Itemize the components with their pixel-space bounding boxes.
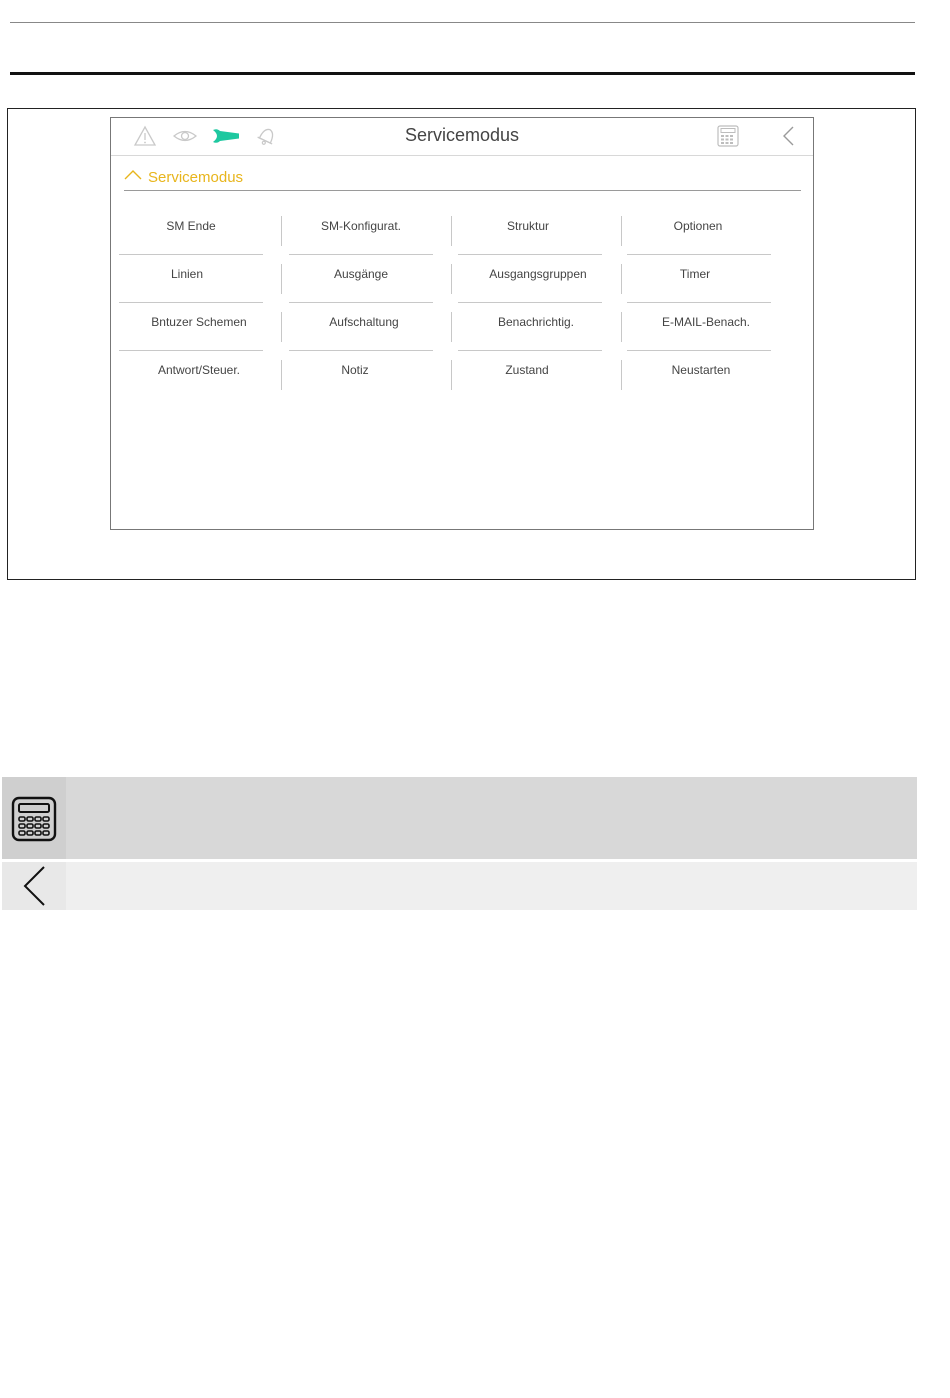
grid-divider xyxy=(281,360,282,390)
menu-item-sm-konfigurat[interactable]: SM-Konfigurat. xyxy=(320,219,402,233)
menu-item-antwort-steuer[interactable]: Antwort/Steuer. xyxy=(157,363,241,377)
grid-divider xyxy=(289,302,433,303)
menu-item-neustarten[interactable]: Neustarten xyxy=(671,363,731,377)
grid-divider xyxy=(281,312,282,342)
grid-divider xyxy=(458,254,602,255)
legend-icon-cell xyxy=(2,777,66,859)
menu-item-zustand[interactable]: Zustand xyxy=(505,363,549,377)
menu-item-bntuzer-schemen[interactable]: Bntuzer Schemen xyxy=(151,315,247,329)
menu-item-aufschaltung[interactable]: Aufschaltung xyxy=(329,315,399,329)
legend-row-back xyxy=(2,862,917,910)
grid-divider xyxy=(119,254,263,255)
grid-divider xyxy=(627,350,771,351)
grid-divider xyxy=(621,216,622,246)
eye-icon[interactable] xyxy=(173,125,197,147)
menu-item-linien[interactable]: Linien xyxy=(170,267,204,281)
grid-divider xyxy=(627,254,771,255)
back-icon[interactable] xyxy=(777,125,801,147)
grid-divider xyxy=(289,350,433,351)
bell-icon[interactable] xyxy=(255,125,279,147)
section-header[interactable] xyxy=(124,166,801,191)
grid-divider xyxy=(451,360,452,390)
grid-divider xyxy=(281,216,282,246)
menu-item-ausgaenge[interactable]: Ausgänge xyxy=(333,267,389,281)
grid-divider xyxy=(451,312,452,342)
grid-divider xyxy=(458,302,602,303)
chevron-up-icon[interactable] xyxy=(124,169,142,181)
grid-divider xyxy=(281,264,282,294)
screen-title: Servicemodus xyxy=(404,125,520,145)
back-icon xyxy=(20,864,50,908)
menu-item-sm-ende[interactable]: SM Ende xyxy=(166,219,216,233)
calculator-icon[interactable] xyxy=(716,125,740,147)
grid-divider xyxy=(451,216,452,246)
grid-divider xyxy=(289,254,433,255)
menu-item-timer[interactable]: Timer xyxy=(679,267,711,281)
menu-item-struktur[interactable]: Struktur xyxy=(506,219,549,233)
warning-icon[interactable] xyxy=(133,125,157,147)
grid-divider xyxy=(119,302,263,303)
grid-divider xyxy=(627,302,771,303)
grid-divider xyxy=(119,350,263,351)
menu-item-notiz[interactable]: Notiz xyxy=(341,363,369,377)
legend-row-calculator xyxy=(2,777,917,859)
header-rule-thick xyxy=(10,72,915,75)
calculator-icon xyxy=(11,796,57,842)
menu-item-optionen[interactable]: Optionen xyxy=(673,219,723,233)
menu-item-email-benach[interactable]: E-MAIL-Benach. xyxy=(661,315,751,329)
grid-divider xyxy=(621,312,622,342)
grid-divider xyxy=(458,350,602,351)
header-rule xyxy=(10,22,915,23)
section-label: Servicemodus xyxy=(148,169,244,186)
menu-item-benachrichtig[interactable]: Benachrichtig. xyxy=(497,315,575,329)
menu-item-ausgangsgruppen[interactable]: Ausgangsgruppen xyxy=(489,267,587,281)
grid-divider xyxy=(451,264,452,294)
wrench-icon[interactable] xyxy=(211,125,241,147)
grid-divider xyxy=(621,360,622,390)
legend-icon-cell xyxy=(2,862,66,910)
screen-topbar xyxy=(111,118,813,156)
device-screen xyxy=(110,117,814,530)
grid-divider xyxy=(621,264,622,294)
